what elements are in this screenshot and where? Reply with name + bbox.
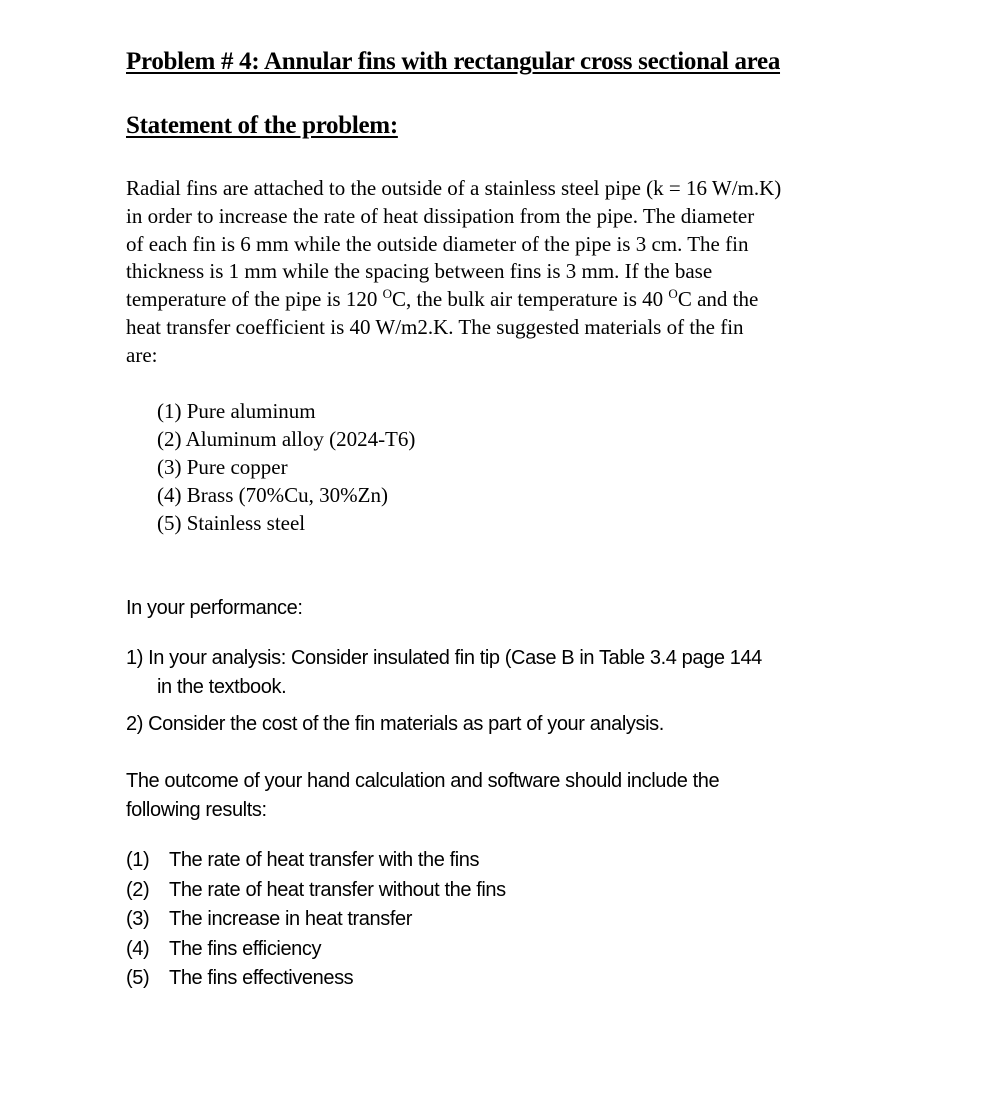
statement-line: thickness is 1 mm while the spacing between fins is 3 mm. If the base: [126, 259, 713, 284]
list-item: (1) Pure aluminum: [157, 399, 316, 423]
list-item: [126, 846, 506, 876]
statement-heading: Statement of the problem:: [126, 112, 398, 139]
list-text: The fins effectiveness: [169, 967, 354, 989]
list-number: (1): [126, 849, 150, 871]
statement-line: heat transfer coefficient is 40 W/m2.K. The suggested materials of the fin: [126, 314, 744, 339]
list-item: (5) Stainless steel: [157, 511, 306, 535]
list-item: [126, 935, 506, 965]
performance-item-1: [126, 644, 762, 702]
statement-text: C and the: [677, 287, 759, 312]
list-item: (3) Pure copper: [157, 455, 288, 479]
statement-line: in order to increase the rate of heat dissipation from the pipe. The diameter: [126, 203, 755, 228]
list-item: [126, 876, 506, 906]
performance-item-2: 2) Consider the cost of the fin materials as part of your analysis.: [126, 713, 664, 735]
list-number: (5): [126, 967, 150, 989]
problem-statement: [126, 175, 886, 370]
statement-line: [126, 286, 886, 314]
materials-list: [157, 397, 415, 537]
outcome-line2: following results:: [126, 799, 267, 821]
list-text: The increase in heat transfer: [169, 908, 412, 930]
outcome-line1: The outcome of your hand calculation and software should include the: [126, 770, 720, 792]
list-number: (4): [126, 937, 150, 960]
performance-intro: In your performance:: [126, 597, 303, 619]
statement-line: Radial fins are attached to the outside of a stainless steel pipe (k = 16 W/m.K): [126, 176, 782, 200]
list-item: [126, 905, 506, 935]
list-text: The rate of heat transfer with the fins: [169, 849, 480, 871]
degree-superscript: O: [382, 286, 392, 302]
outcome-paragraph: [126, 767, 719, 825]
degree-superscript: O: [668, 286, 678, 302]
list-item: (2) Aluminum alloy (2024-T6): [157, 427, 416, 451]
list-text: The fins efficiency: [169, 937, 322, 960]
list-number: (2): [126, 878, 150, 901]
problem-title: Problem # 4: Annular fins with rectangular cross sectional area: [126, 48, 781, 75]
statement-line: of each fin is 6 mm while the outside diameter of the pipe is 3 cm. The fin: [126, 231, 749, 256]
statement-text: C, the bulk air temperature is 40: [391, 287, 669, 312]
list-text: The rate of heat transfer without the fins: [169, 878, 506, 901]
list-number: (3): [126, 908, 150, 930]
performance-item-1-line1: 1) In your analysis: Consider insulated fin tip (Case B in Table 3.4 page 144: [126, 647, 762, 669]
statement-text: temperature of the pipe is 120: [126, 287, 383, 312]
list-item: (4) Brass (70%Cu, 30%Zn): [157, 483, 388, 507]
performance-item-1-line2: in the textbook.: [157, 676, 287, 698]
results-list: [126, 846, 506, 994]
list-item: [126, 964, 506, 994]
statement-line: are:: [126, 342, 158, 367]
